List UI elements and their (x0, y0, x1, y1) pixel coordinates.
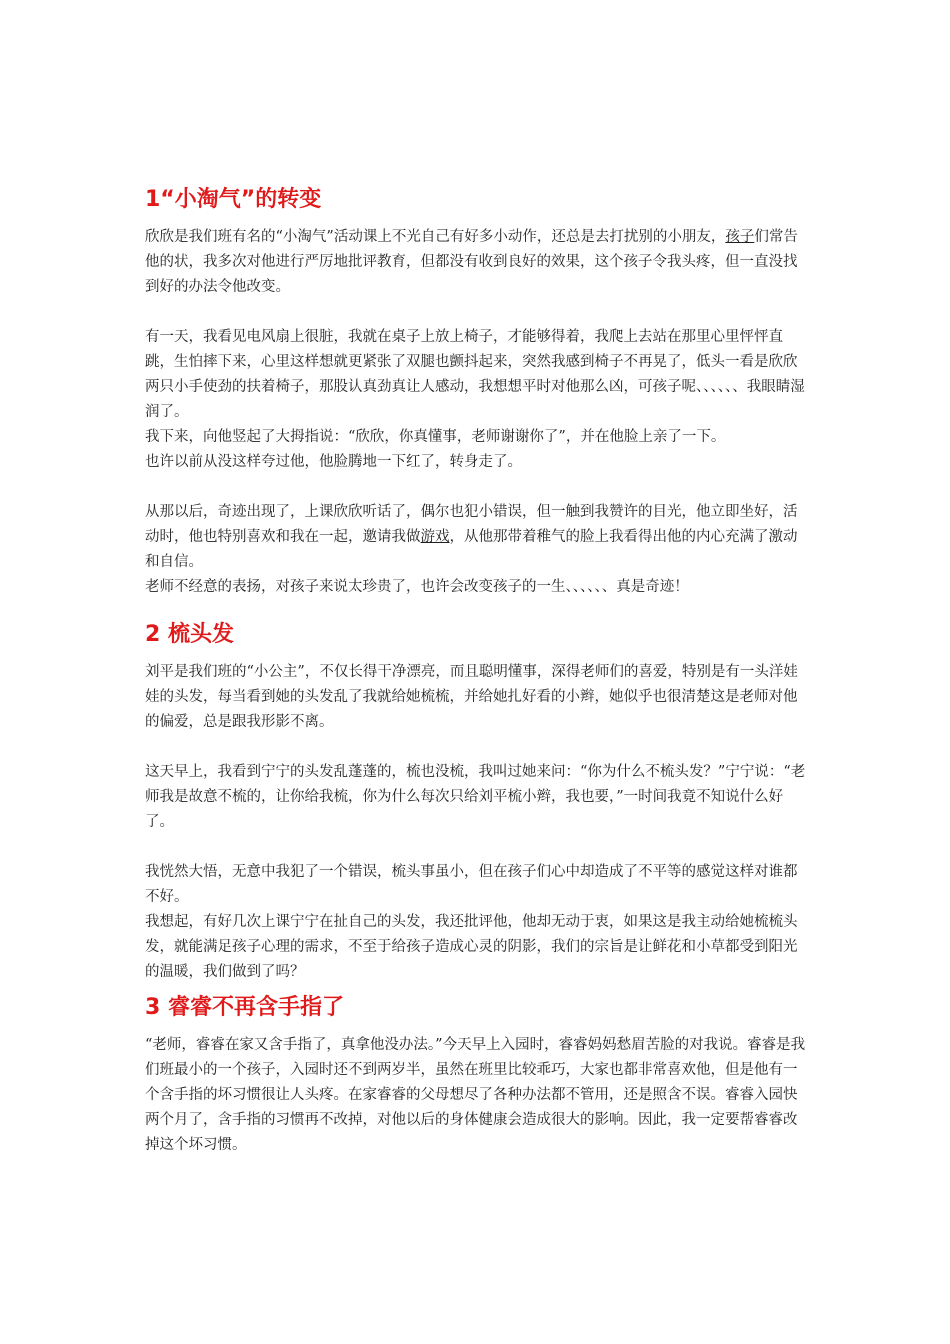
section-1-paragraph-6: 老师不经意的表扬，对孩子来说太珍贵了，也许会改变孩子的一生、、、、、、真是奇迹！ (145, 579, 689, 595)
section-1-paragraph-2: 有一天，我看见电风扇上很脏，我就在桌子上放上椅子，才能够得着，我爬上去站在那里心里怦怦直跳，生怕摔下来，心里这样想就更紧张了双腿也颤抖起来，突然我感到椅子不再晃了，低头一看是欣欣两只小手使劲的扶着椅子，那股认真劲真让人感动，我想想平时对他那么凶，可孩子呢、、、、、、我眼睛湿润了。 (145, 329, 805, 420)
paragraph-text: 们常告他的状，我多次对他进行严厉地批评教育，但都没有收到良好的效果，这个孩子令我头疼，但一直没找到好的办法令他改变。 (145, 229, 798, 295)
link-children[interactable]: 孩子 (725, 229, 755, 245)
section-3-title: 3 睿睿不再含手指了 (145, 995, 344, 1020)
section-2-paragraph-1: 刘平是我们班的“小公主”，不仅长得干净漂亮，而且聪明懂事，深得老师们的喜爱，特别是有一头洋娃娃的头发，每当看到她的头发乱了我就给她梳梳，并给她扎好看的小辫，她似乎也很清楚这是老师对他的偏爱，总是跟我形影不离。 (145, 664, 798, 730)
paragraph-text: ，从他那带着稚气的脸上我看得出他的内心充满了激动和自信。 (145, 529, 798, 570)
section-1-paragraph-4: 也许以前从没这样夸过他，他脸腾地一下红了，转身走了。 (145, 454, 522, 470)
section-1-title: 1“小淘气”的转变 (145, 187, 322, 212)
section-2-paragraph-2: 这天早上，我看到宁宁的头发乱蓬蓬的，梳也没梳，我叫过她来问：“你为什么不梳头发？”宁宁说：“老师我是故意不梳的，让你给我梳，你为什么每次只给刘平梳小辫，我也要，”一时间我竟不知说什么好了。 (145, 764, 806, 830)
section-3-paragraph-1: “老师，睿睿在家又含手指了，真拿他没办法。”今天早上入园时，睿睿妈妈愁眉苦脸的对我说。睿睿是我们班最小的一个孩子，入园时还不到两岁半，虽然在班里比较乖巧，大家也都非常喜欢他，但是他有一个含手指的坏习惯很让人头疼。在家睿睿的父母想尽了各种办法都不管用，还是照含不误。睿睿入园快两个月了，含手指的习惯再不改掉，对他以后的身体健康会造成很大的影响。因此，我一定要帮睿睿改掉这个坏习惯。 (145, 1037, 806, 1153)
section-1-paragraph-1 (145, 225, 809, 300)
section-2-paragraph-3: 我恍然大悟，无意中我犯了一个错误，梳头事虽小，但在孩子们心中却造成了不平等的感觉这样对谁都不好。 (145, 864, 798, 905)
paragraph-text: 欣欣是我们班有名的“小淘气”活动课上不光自己有好多小动作，还总是去打扰别的小朋友， (145, 229, 726, 245)
document-body (145, 183, 809, 1158)
section-1-paragraph-3: 我下来，向他竖起了大拇指说：“欣欣，你真懂事，老师谢谢你了”，并在他脸上亲了一下。 (145, 429, 726, 445)
link-games[interactable]: 游戏 (420, 529, 450, 545)
section-2-title: 2 梳头发 (145, 622, 234, 647)
section-1-paragraph-5 (145, 500, 809, 575)
paragraph-text: 从那以后，奇迹出现了，上课欣欣听话了，偶尔也犯小错误，但一触到我赞许的目光，他立即坐好，活动时，他也特别喜欢和我在一起，邀请我做 (145, 504, 798, 545)
section-2-paragraph-4: 我想起，有好几次上课宁宁在扯自己的头发，我还批评他，他却无动于衷，如果这是我主动给她梳梳头发，就能满足孩子心理的需求，不至于给孩子造成心灵的阴影，我们的宗旨是让鲜花和小草都受到阳光的温暖，我们做到了吗？ (145, 914, 798, 980)
